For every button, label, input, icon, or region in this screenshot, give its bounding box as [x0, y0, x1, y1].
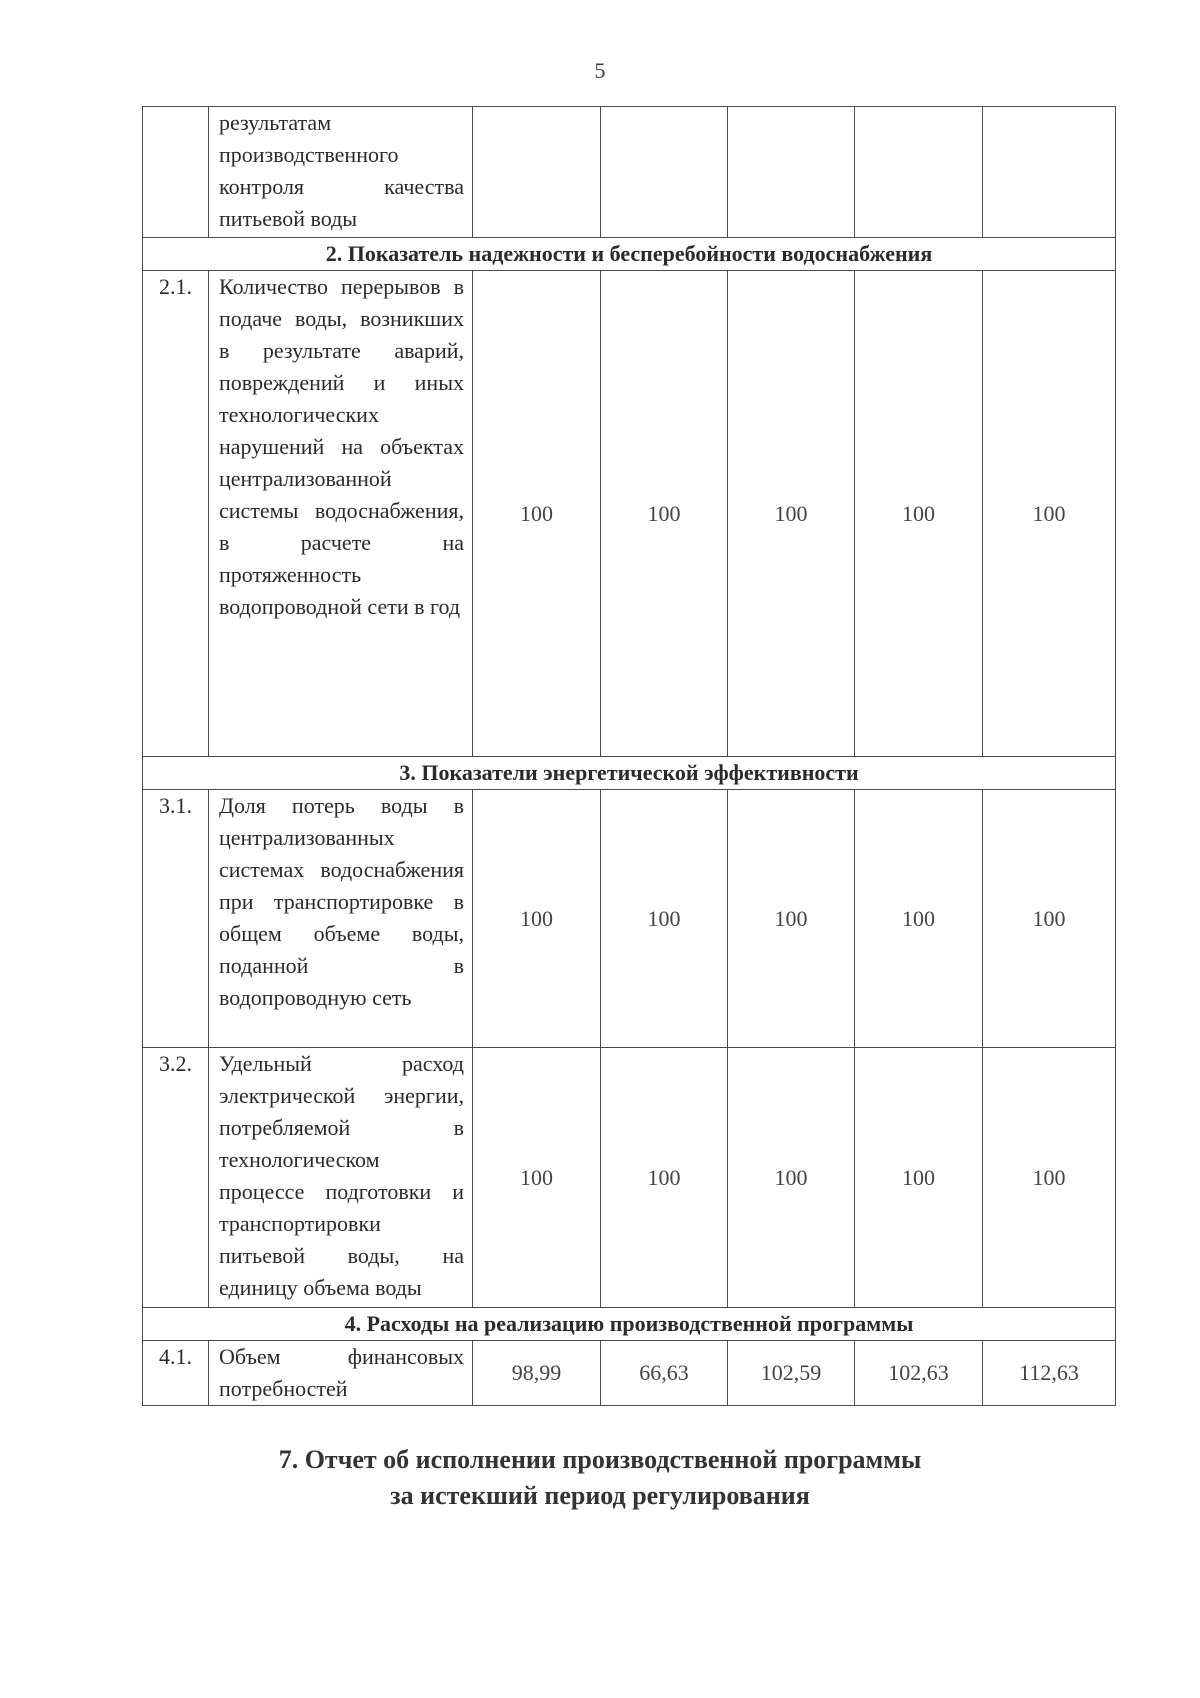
value-cell: 100 [601, 271, 728, 757]
value-cell: 100 [983, 1048, 1116, 1308]
value-cell: 100 [728, 271, 855, 757]
indicators-table [142, 106, 1116, 1406]
value-cell: 100 [601, 790, 728, 1048]
row-number [143, 107, 209, 238]
value-cell: 100 [473, 790, 601, 1048]
value-cell: 100 [473, 271, 601, 757]
row-number: 3.2. [143, 1048, 209, 1308]
value-cell: 100 [855, 1048, 983, 1308]
value-cell [855, 107, 983, 238]
value-cell: 100 [473, 1048, 601, 1308]
value-cell [473, 107, 601, 238]
section-heading: 4. Расходы на реализацию производственной программы [143, 1308, 1116, 1341]
table-row [143, 107, 1116, 238]
value-cell: 100 [728, 1048, 855, 1308]
row-number: 4.1. [143, 1341, 209, 1406]
indicator-description: результатам производственного контроля качества питьевой воды [209, 107, 473, 238]
indicator-description: Доля потерь воды в централизованных системах водоснабжения при транспортировке в общем объеме воды, поданной в водопроводную сеть [209, 790, 473, 1048]
value-cell [601, 107, 728, 238]
value-cell: 112,63 [983, 1341, 1116, 1406]
section-title-line-1: 7. Отчет об исполнении производственной программы [278, 1445, 922, 1474]
section-row [143, 238, 1116, 271]
section-row [143, 757, 1116, 790]
section-heading: 2. Показатель надежности и бесперебойности водоснабжения [143, 238, 1116, 271]
table-row [143, 1048, 1116, 1308]
value-cell: 102,63 [855, 1341, 983, 1406]
page-number: 5 [594, 58, 606, 83]
value-cell: 100 [728, 790, 855, 1048]
value-cell: 100 [983, 790, 1116, 1048]
indicator-description: Количество перерывов в подаче воды, возникших в результате аварий, повреждений и иных технологических нарушений на объектах централизованной системы водоснабжения, в расчете на протяженность водопроводной сети в год [209, 271, 473, 757]
value-cell: 100 [855, 790, 983, 1048]
indicator-description: Объем финансовых потребностей [209, 1341, 473, 1406]
value-cell: 102,59 [728, 1341, 855, 1406]
value-cell [983, 107, 1116, 238]
row-number: 2.1. [143, 271, 209, 757]
table-row [143, 1341, 1116, 1406]
value-cell [728, 107, 855, 238]
table-row [143, 271, 1116, 757]
section-row [143, 1308, 1116, 1341]
value-cell: 100 [855, 271, 983, 757]
table-row [143, 790, 1116, 1048]
section-title-line-2: за истекший период регулирования [390, 1481, 810, 1510]
row-number: 3.1. [143, 790, 209, 1048]
value-cell: 100 [601, 1048, 728, 1308]
value-cell: 100 [983, 271, 1116, 757]
section-title [0, 1442, 1200, 1514]
section-heading: 3. Показатели энергетической эффективности [143, 757, 1116, 790]
indicator-description: Удельный расход электрической энергии, потребляемой в технологическом процессе подготовки и транспортировки питьевой воды, на единицу объема воды [209, 1048, 473, 1308]
value-cell: 66,63 [601, 1341, 728, 1406]
value-cell: 98,99 [473, 1341, 601, 1406]
